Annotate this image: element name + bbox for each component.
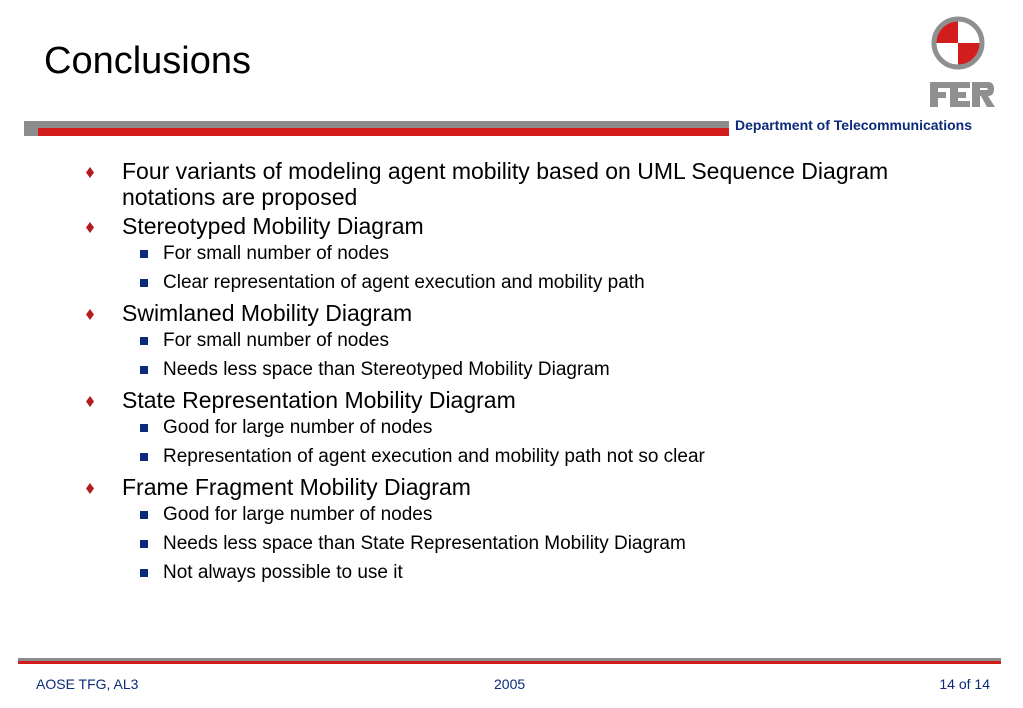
- sub-bullet-text: Needs less space than State Representation Mobility Diagram: [163, 533, 686, 554]
- footer-divider: [18, 658, 1001, 665]
- sub-bullet-item: [86, 532, 946, 555]
- diamond-bullet-icon: [86, 396, 94, 407]
- diamond-bullet-icon: [86, 309, 94, 320]
- sub-bullet-text: For small number of nodes: [163, 243, 389, 264]
- sub-bullet-item: [86, 329, 946, 352]
- bullet-text: Four variants of modeling agent mobility based on UML Sequence Diagram notations are proposed: [122, 158, 889, 210]
- bullet-item-3: [86, 300, 946, 326]
- square-bullet-icon: [140, 366, 148, 374]
- sub-bullet-item: [86, 242, 946, 265]
- square-bullet-icon: [140, 337, 148, 345]
- sub-bullet-item: [86, 445, 946, 468]
- bullet-item-1: [86, 158, 946, 210]
- diamond-bullet-icon: [86, 483, 94, 494]
- bullet-item-5: [86, 474, 946, 500]
- sub-bullet-item: [86, 358, 946, 381]
- diamond-bullet-icon: [86, 222, 94, 233]
- sub-bullet-text: Clear representation of agent execution and mobility path: [163, 272, 645, 293]
- bullet-item-4: [86, 387, 946, 413]
- bullet-text: Stereotyped Mobility Diagram: [122, 213, 424, 239]
- header-divider: [24, 121, 729, 137]
- department-label: Department of Telecommunications: [735, 117, 973, 133]
- diamond-bullet-icon: [86, 167, 94, 178]
- sub-bullet-item: [86, 503, 946, 526]
- square-bullet-icon: [140, 453, 148, 461]
- footer-page-number: 14 of 14: [939, 676, 990, 692]
- sub-bullet-text: For small number of nodes: [163, 330, 389, 351]
- sub-bullet-text: Good for large number of nodes: [163, 504, 433, 525]
- bullet-text: State Representation Mobility Diagram: [122, 387, 516, 413]
- sub-bullet-item: [86, 416, 946, 439]
- fer-logo: [922, 12, 996, 112]
- sub-bullet-text: Representation of agent execution and mobility path not so clear: [163, 446, 705, 467]
- bullet-item-2: [86, 213, 946, 239]
- sub-bullet-item: [86, 561, 946, 584]
- sub-bullet-text: Good for large number of nodes: [163, 417, 433, 438]
- square-bullet-icon: [140, 250, 148, 258]
- square-bullet-icon: [140, 511, 148, 519]
- bullet-text: Frame Fragment Mobility Diagram: [122, 474, 471, 500]
- square-bullet-icon: [140, 569, 148, 577]
- sub-bullet-text: Needs less space than Stereotyped Mobility Diagram: [163, 359, 610, 380]
- square-bullet-icon: [140, 424, 148, 432]
- square-bullet-icon: [140, 540, 148, 548]
- sub-bullet-text: Not always possible to use it: [163, 562, 403, 583]
- bullet-list: [86, 158, 946, 590]
- bullet-text: Swimlaned Mobility Diagram: [122, 300, 413, 326]
- slide-title: Conclusions: [44, 40, 251, 82]
- footer-year: 2005: [494, 676, 526, 692]
- square-bullet-icon: [140, 279, 148, 287]
- footer-course: AOSE TFG, AL3: [36, 676, 139, 692]
- sub-bullet-item: [86, 271, 946, 294]
